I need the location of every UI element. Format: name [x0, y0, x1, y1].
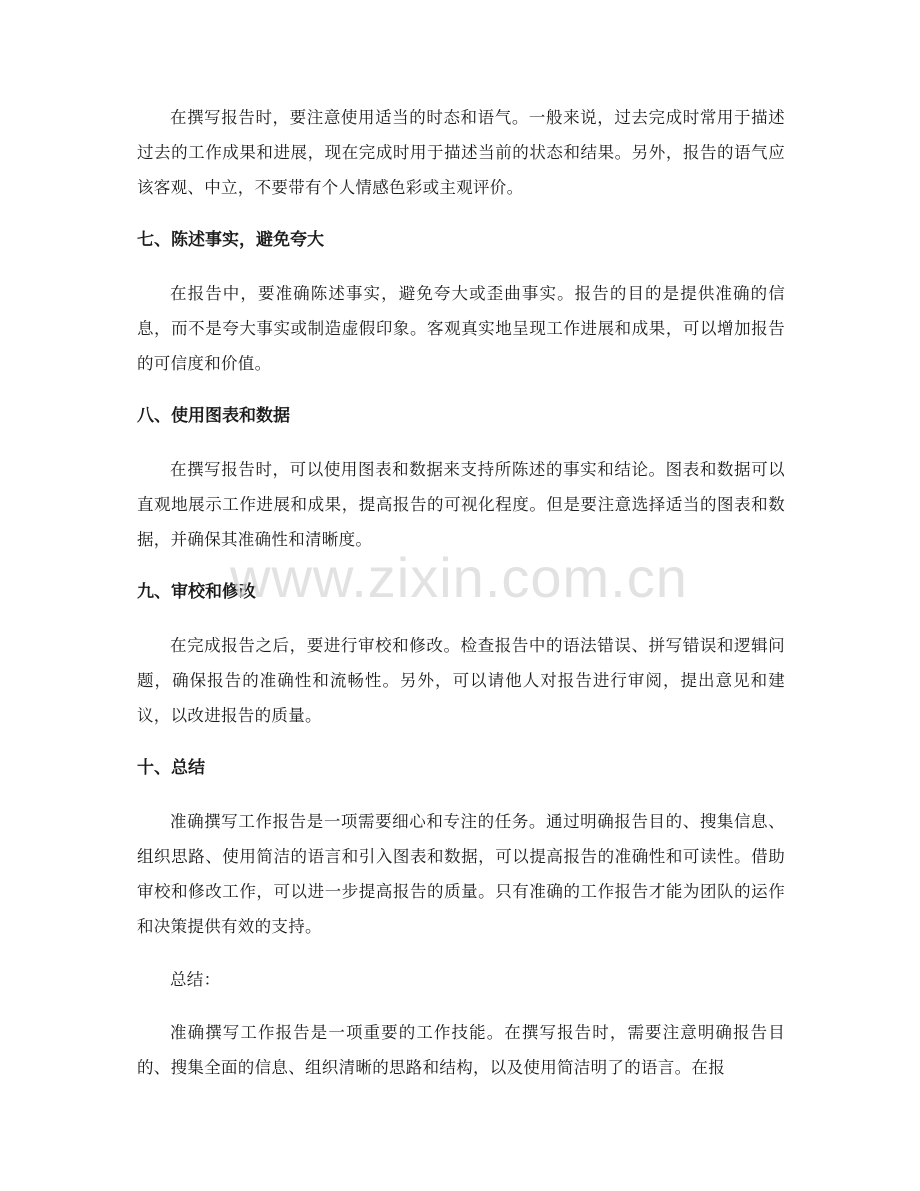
paragraph-conclusion: 准确撰写工作报告是一项需要细心和专注的任务。通过明确报告目的、搜集信息、组织思路、使用简洁的语言和引入图表和数据，可以提高报告的准确性和可读性。借助审校和修改工作，可以进一步提高报告的质量。只有准确的工作报告才能为团队的运作和决策提供有效的支持。 [137, 812, 785, 936]
paragraph-review-revise: 在完成报告之后，要进行审校和修改。检查报告中的语法错误、拼写错误和逻辑问题，确保报告的准确性和流畅性。另外，可以请他人对报告进行审阅，提出意见和建议，以改进报告的质量。 [137, 636, 785, 725]
watermark: www.zixin.com.cn [230, 546, 688, 609]
paragraph-tense-tone: 在撰写报告时，要注意使用适当的时态和语气。一般来说，过去完成时常用于描述过去的工作成果和进展，现在完成时用于描述当前的状态和结果。另外，报告的语气应该客观、中立，不要带有个人情感色彩或主观评价。 [137, 108, 785, 197]
paragraph-facts: 在报告中，要准确陈述事实，避免夸大或歪曲事实。报告的目的是提供准确的信息，而不是夸大事实或制造虚假印象。客观真实地呈现工作进展和成果，可以增加报告的可信度和价值。 [137, 284, 785, 373]
summary-label: 总结： [170, 970, 221, 989]
paragraph-charts-data: 在撰写报告时，可以使用图表和数据来支持所陈述的事实和结论。图表和数据可以直观地展示工作进展和成果，提高报告的可视化程度。但是要注意选择适当的图表和数据，并确保其准确性和清晰度。 [137, 460, 785, 549]
section-heading-10: 十、总结 [137, 758, 205, 778]
section-heading-7: 七、陈述事实，避免夸大 [137, 230, 324, 250]
section-heading-8: 八、使用图表和数据 [137, 406, 290, 426]
section-heading-9: 九、审校和修改 [137, 582, 256, 602]
paragraph-summary: 准确撰写工作报告是一项重要的工作技能。在撰写报告时，需要注意明确报告目的、搜集全面的信息、组织清晰的思路和结构，以及使用简洁明了的语言。在报 [137, 1023, 785, 1077]
